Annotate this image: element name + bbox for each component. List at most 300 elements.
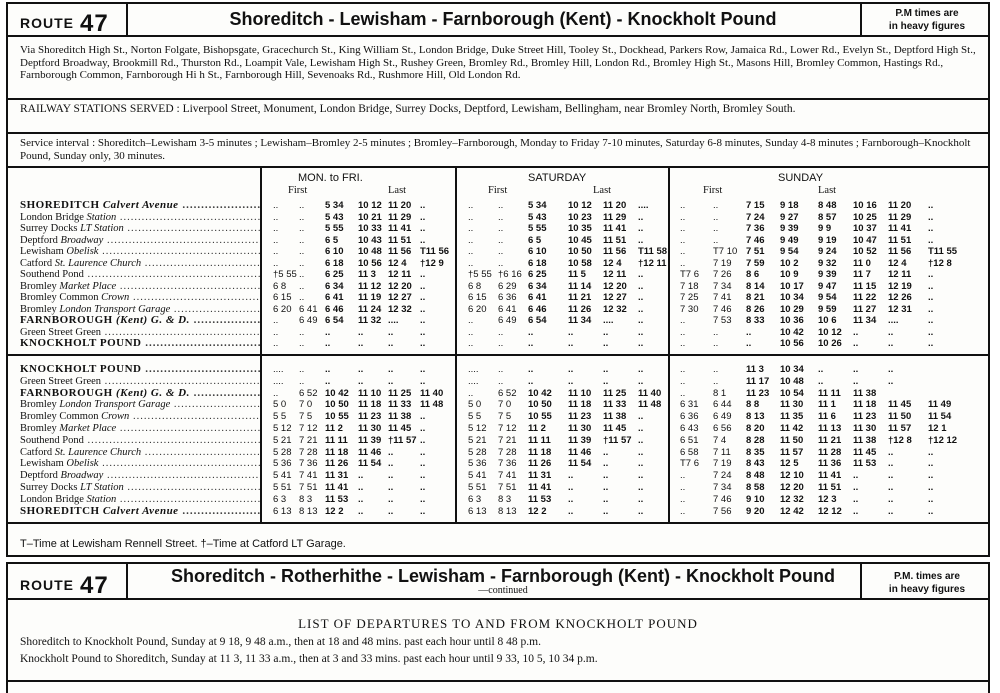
time-cell: 9 39: [818, 269, 837, 280]
time-cell: 11 33: [603, 399, 627, 411]
time-cell: 6 15: [468, 292, 487, 303]
time-cell: 7 19: [713, 458, 732, 470]
time-cell: 6 49: [498, 315, 517, 326]
time-cell: ..: [680, 315, 686, 326]
time-cell: 11 0: [853, 257, 871, 269]
time-cell: 7 15: [746, 200, 765, 211]
time-cell: 11 25: [388, 387, 412, 399]
time-cell: 12 31: [888, 303, 912, 315]
time-cell: ..: [638, 434, 644, 446]
time-cell: ..: [273, 246, 279, 257]
time-cell: 6 36: [498, 292, 517, 303]
time-cell: ..: [568, 326, 574, 338]
time-cell: 7 30: [680, 303, 699, 315]
time-cell: 8 57: [818, 211, 837, 223]
time-cell: ..: [468, 257, 474, 269]
time-cell: ..: [603, 375, 609, 387]
time-cell: ..: [928, 234, 934, 246]
time-cell: 5 12: [468, 423, 487, 434]
time-cell: 7 41: [713, 292, 732, 303]
time-cell: ..: [638, 269, 644, 280]
time-cell: ..: [358, 493, 364, 505]
time-cell: 12 42: [780, 505, 804, 517]
time-cell: ..: [638, 211, 644, 223]
time-cell: †11 57: [603, 434, 632, 446]
time-cell: ..: [680, 505, 686, 517]
footnote: T–Time at Lewisham Rennell Street. †–Time at Catford LT Garage.: [20, 538, 346, 550]
time-cell: 11 45: [388, 423, 412, 434]
time-cell: 8 3: [299, 493, 313, 505]
stop-name: Southend Pond .....: [20, 435, 260, 446]
stop-name: Deptford Broadway .....: [20, 235, 260, 246]
time-cell: ....: [273, 364, 284, 375]
time-cell: 11 5: [568, 269, 586, 280]
stop-name: FARNBOROUGH (Kent) G. & D. .....: [20, 388, 260, 399]
time-cell: 6 41: [299, 303, 318, 315]
time-cell: 11 3: [358, 269, 376, 280]
time-cell: ..: [928, 223, 934, 234]
time-cell: 8 14: [746, 280, 765, 292]
time-cell: 8 13: [299, 505, 318, 517]
time-cell: ..: [468, 338, 474, 349]
time-cell: ..: [853, 375, 859, 387]
time-cell: 11 38: [853, 387, 877, 399]
time-cell: 5 51: [273, 482, 292, 493]
time-cell: 10 6: [818, 315, 837, 326]
time-cell: 7 51: [746, 246, 765, 257]
time-cell: ..: [928, 269, 934, 280]
stop-name: Southend Pond .....: [20, 269, 260, 280]
time-cell: T7 6: [680, 269, 700, 280]
time-cell: ..: [680, 375, 686, 387]
time-cell: 6 34: [325, 280, 344, 292]
time-cell: 9 18: [780, 200, 799, 211]
time-cell: 11 50: [780, 434, 804, 446]
time-cell: †12 8: [928, 257, 952, 269]
time-cell: 9 47: [818, 280, 837, 292]
time-cell: 11 41: [528, 482, 552, 493]
departures-list-title: LIST OF DEPARTURES TO AND FROM KNOCKHOLT POUND: [298, 616, 698, 631]
time-cell: ....: [468, 375, 479, 387]
time-cell: 7 11: [713, 446, 731, 458]
time-cell: 7 36: [746, 223, 765, 234]
timetable-row: [8, 292, 988, 303]
time-cell: 5 21: [468, 434, 487, 446]
time-cell: ..: [928, 470, 934, 482]
time-cell: 11 41: [888, 223, 912, 234]
time-cell: ..: [325, 338, 331, 349]
time-cell: 10 55: [325, 411, 349, 423]
time-cell: ..: [853, 482, 859, 493]
service-interval: Service interval : Shoreditch–Lewisham 3-5 minutes ; Lewisham–Bromley 2-5 minutes ; Bromley–Farnborough, Monday to Friday 7-10 minutes, Saturday 6-8 minutes, Sunday 4-8 minutes ; Farnborough–Knockholt Pound, Sunday only, 30 minutes.: [20, 137, 971, 162]
time-cell: 6 3: [273, 493, 287, 505]
time-cell: ..: [928, 338, 934, 349]
time-cell: ....: [468, 364, 479, 375]
time-cell: ..: [603, 446, 609, 458]
time-cell: 11 11: [818, 387, 841, 399]
time-cell: 5 36: [273, 458, 292, 470]
time-cell: 9 19: [818, 234, 837, 246]
time-cell: 5 51: [468, 482, 487, 493]
divider: [8, 522, 988, 524]
time-cell: ..: [680, 257, 686, 269]
time-cell: 7 21: [498, 434, 517, 446]
time-cell: 6 13: [273, 505, 292, 517]
time-cell: 7 34: [713, 482, 732, 493]
time-cell: ..: [603, 338, 609, 349]
time-cell: ..: [498, 364, 504, 375]
time-cell: ..: [638, 326, 644, 338]
time-cell: ..: [680, 326, 686, 338]
timetable-row: [8, 388, 988, 399]
time-cell: 8 6: [746, 269, 760, 280]
time-cell: 6 5: [528, 234, 542, 246]
time-cell: ..: [388, 458, 394, 470]
time-cell: ..: [638, 505, 644, 517]
time-cell: ..: [299, 292, 305, 303]
time-cell: 5 55: [528, 223, 547, 234]
stop-name: Catford St. Laurence Church .....: [20, 447, 260, 458]
time-cell: ..: [680, 223, 686, 234]
time-cell: ..: [420, 292, 426, 303]
time-cell: ..: [888, 482, 894, 493]
time-cell: 11 54: [928, 411, 952, 423]
continued-header: [8, 564, 988, 600]
time-cell: 10 47: [853, 234, 877, 246]
time-cell: 5 12: [273, 423, 292, 434]
timetable-row: [8, 399, 988, 410]
time-cell: 11 30: [568, 423, 592, 434]
time-cell: 10 35: [568, 223, 592, 234]
time-cell: ..: [325, 375, 331, 387]
time-cell: ..: [420, 364, 426, 375]
time-cell: ..: [420, 482, 426, 493]
time-cell: ..: [888, 326, 894, 338]
stop-name: Bromley Common Crown .....: [20, 411, 260, 422]
time-cell: ..: [888, 338, 894, 349]
time-cell: ..: [420, 493, 426, 505]
time-cell: 12 27: [388, 292, 412, 303]
pm-note: P.M. times are in heavy figures: [888, 571, 966, 595]
time-cell: T11 56: [420, 246, 450, 257]
time-cell: ..: [888, 375, 894, 387]
time-cell: †5 55: [468, 269, 492, 280]
time-cell: 7 12: [299, 423, 318, 434]
time-cell: 7 36: [299, 458, 318, 470]
timetable-row: [8, 223, 988, 234]
time-cell: ..: [420, 375, 426, 387]
stop-name: Catford St. Laurence Church .....: [20, 258, 260, 269]
time-cell: ..: [638, 470, 644, 482]
time-cell: 10 50: [568, 246, 592, 257]
time-cell: 8 13: [498, 505, 517, 517]
time-cell: 9 32: [818, 257, 837, 269]
time-cell: ..: [928, 292, 934, 303]
time-cell: ..: [928, 458, 934, 470]
time-cell: 10 34: [780, 364, 804, 375]
timetable-row: [8, 281, 988, 292]
time-cell: 11 26: [325, 458, 349, 470]
time-cell: 5 0: [468, 399, 482, 411]
stop-name: KNOCKHOLT POUND .....: [20, 338, 260, 349]
time-cell: ....: [603, 315, 614, 326]
time-cell: ..: [638, 458, 644, 470]
time-cell: 8 3: [498, 493, 512, 505]
time-cell: ..: [680, 493, 686, 505]
time-cell: ..: [468, 200, 474, 211]
time-cell: 11 30: [358, 423, 382, 434]
timetable-row: [8, 315, 988, 326]
time-cell: 11 56: [603, 246, 627, 257]
header-last: Last: [818, 185, 837, 196]
time-cell: 9 27: [780, 211, 799, 223]
stop-name: SHOREDITCH Calvert Avenue .....: [20, 506, 260, 517]
time-cell: ..: [273, 200, 279, 211]
time-cell: ..: [358, 470, 364, 482]
time-cell: 11 2: [325, 423, 343, 434]
time-cell: ..: [420, 269, 426, 280]
time-cell: 11 53: [325, 493, 349, 505]
time-cell: ..: [299, 338, 305, 349]
time-cell: 12 12: [818, 505, 842, 517]
time-cell: 9 49: [780, 234, 799, 246]
stop-name: Lewisham Obelisk .....: [20, 246, 260, 257]
stop-name: Bromley London Transport Garage .....: [20, 399, 260, 410]
time-cell: ..: [388, 493, 394, 505]
time-cell: 10 17: [780, 280, 804, 292]
time-cell: ..: [528, 326, 534, 338]
stop-name: Green Street Green .....: [20, 376, 260, 387]
time-cell: 11 48: [420, 399, 444, 411]
stop-name: Surrey Docks LT Station .....: [20, 223, 260, 234]
time-cell: 6 44: [713, 399, 732, 411]
time-cell: 10 43: [358, 234, 382, 246]
time-cell: ..: [420, 280, 426, 292]
time-cell: †5 55: [273, 269, 297, 280]
time-cell: 11 35: [780, 411, 804, 423]
timetable-row: [8, 269, 988, 280]
time-cell: ..: [638, 292, 644, 303]
time-cell: 11 24: [358, 303, 382, 315]
time-cell: 6 41: [325, 292, 344, 303]
time-cell: 8 13: [746, 411, 765, 423]
time-cell: ..: [713, 200, 719, 211]
time-cell: ..: [420, 434, 426, 446]
time-cell: ..: [928, 493, 934, 505]
time-cell: 11 40: [638, 387, 662, 399]
time-cell: 11 36: [818, 458, 842, 470]
route-number: 47: [80, 10, 109, 37]
time-cell: ..: [468, 387, 474, 399]
time-cell: ..: [568, 493, 574, 505]
time-cell: 11 57: [888, 423, 912, 434]
time-cell: †12 9: [420, 257, 444, 269]
time-cell: ..: [528, 364, 534, 375]
time-cell: ..: [638, 493, 644, 505]
time-cell: ..: [273, 257, 279, 269]
time-cell: 8 48: [746, 470, 765, 482]
time-cell: ..: [928, 482, 934, 493]
route-number: 47: [80, 572, 109, 599]
time-cell: 10 34: [780, 292, 804, 303]
time-cell: 7 0: [299, 399, 313, 411]
time-cell: ..: [853, 338, 859, 349]
time-cell: T11 58: [638, 246, 668, 257]
time-cell: 11 18: [568, 399, 592, 411]
time-cell: 5 34: [325, 200, 344, 211]
header-mon-fri: MON. to FRI.: [298, 172, 363, 184]
time-cell: 10 12: [568, 200, 592, 211]
time-cell: 11 10: [358, 387, 382, 399]
time-cell: ..: [420, 411, 426, 423]
route-title: Shoreditch - Lewisham - Farnborough (Kent) - Knockholt Pound: [229, 9, 777, 29]
via-text: Via Shoreditch High St., Norton Folgate, Bishopsgate, Gracechurch St., King William St., London Bridge, Duke Street Hill, Tooley St., Dockhead, Parkers Row, Jamaica Rd., Lower Rd., Evelyn St., Deptford High St., Deptford Broadway, Brookmill Rd., Thurston Rd., Loampit Vale, Lewisham High St., Rushey Green, Bromley Rd., Bromley Hill, London Rd., Bromley High St., Masons Hill, Bromley Common, Hastings Rd., Farnborough Common, Farnborough Hi h St., Farnborough Hill, Sevenoaks Rd., Rushmore Hill, Old London Rd.: [20, 44, 976, 81]
time-cell: ..: [928, 211, 934, 223]
time-cell: 11 21: [568, 292, 592, 303]
time-cell: ..: [358, 364, 364, 375]
time-cell: 12 4: [888, 257, 907, 269]
time-cell: 10 42: [325, 387, 349, 399]
time-cell: ..: [568, 364, 574, 375]
time-cell: 11 54: [358, 458, 382, 470]
time-cell: 7 46: [746, 234, 765, 246]
time-cell: 6 18: [528, 257, 547, 269]
time-cell: ..: [888, 446, 894, 458]
time-cell: 5 28: [273, 446, 292, 458]
time-cell: 12 20: [388, 280, 412, 292]
time-cell: 6 10: [528, 246, 547, 257]
time-cell: ..: [299, 326, 305, 338]
timetable-row: [8, 470, 988, 481]
time-cell: 11 38: [388, 411, 412, 423]
time-cell: 11 20: [603, 200, 627, 211]
time-cell: 11 28: [818, 446, 842, 458]
time-cell: 6 3: [468, 493, 482, 505]
time-cell: ....: [888, 315, 899, 326]
header-last: Last: [388, 185, 407, 196]
time-cell: 12 1: [928, 423, 947, 434]
time-cell: 11 33: [388, 399, 412, 411]
stop-name: Bromley London Transport Garage .....: [20, 304, 260, 315]
time-cell: 11 45: [853, 446, 877, 458]
time-cell: 7 36: [498, 458, 517, 470]
header-divider: [126, 564, 128, 600]
time-cell: 11 12: [358, 280, 382, 292]
time-cell: 7 21: [299, 434, 318, 446]
time-cell: ..: [853, 326, 859, 338]
time-cell: ..: [603, 458, 609, 470]
header-divider: [126, 4, 128, 37]
direction-divider: [8, 354, 988, 356]
time-cell: 10 26: [818, 338, 842, 349]
time-cell: 11 27: [853, 303, 877, 315]
time-cell: 11 57: [780, 446, 804, 458]
time-cell: 7 41: [299, 470, 318, 482]
railway-stations: RAILWAY STATIONS SERVED : Liverpool Street, Monument, London Bridge, Surrey Docks, Deptford, Lewisham, Bellingham, near Bromley North, Bromley South.: [20, 103, 796, 115]
time-cell: 5 5: [273, 411, 287, 423]
time-cell: 12 5: [780, 458, 799, 470]
time-cell: 10 23: [568, 211, 592, 223]
time-cell: ..: [498, 338, 504, 349]
time-cell: ..: [498, 246, 504, 257]
time-cell: ..: [928, 280, 934, 292]
time-cell: 6 20: [468, 303, 487, 315]
time-cell: 11 40: [420, 387, 444, 399]
route-label: ROUTE 47: [20, 10, 109, 37]
timetable-row: [8, 458, 988, 469]
time-cell: ..: [498, 234, 504, 246]
time-cell: T7 6: [680, 458, 700, 470]
time-cell: 11 49: [928, 399, 952, 411]
timetable-row: [8, 327, 988, 338]
time-cell: 10 12: [818, 326, 842, 338]
time-cell: 6 49: [299, 315, 318, 326]
time-cell: 11 53: [528, 493, 552, 505]
time-cell: 11 21: [818, 434, 842, 446]
time-cell: ....: [638, 200, 649, 211]
time-cell: ..: [638, 482, 644, 493]
time-cell: 11 26: [528, 458, 552, 470]
continued-subtitle: —continued: [478, 585, 528, 596]
time-cell: ..: [638, 280, 644, 292]
header-first: First: [288, 185, 308, 196]
time-cell: 11 48: [638, 399, 662, 411]
time-cell: 9 39: [780, 223, 799, 234]
time-cell: ..: [420, 458, 426, 470]
time-cell: 7 34: [713, 280, 732, 292]
time-cell: 7 28: [299, 446, 318, 458]
time-cell: 10 48: [358, 246, 382, 257]
time-cell: 11 20: [888, 200, 912, 211]
time-cell: ..: [928, 315, 934, 326]
time-cell: 10 33: [358, 223, 382, 234]
time-cell: 11 31: [325, 470, 349, 482]
stop-name: London Bridge Station .....: [20, 494, 260, 505]
time-cell: 7 4: [713, 434, 727, 446]
time-cell: ..: [273, 338, 279, 349]
header-saturday: SATURDAY: [528, 172, 587, 184]
time-cell: 6 13: [468, 505, 487, 517]
time-cell: 8 20: [746, 423, 765, 434]
timetable-row: [8, 246, 988, 257]
time-cell: 11 29: [888, 211, 912, 223]
time-cell: 10 55: [528, 411, 552, 423]
time-cell: ..: [420, 234, 426, 246]
time-cell: ..: [468, 246, 474, 257]
time-cell: 10 37: [853, 223, 877, 234]
time-cell: ..: [420, 338, 426, 349]
time-cell: †6 16: [498, 269, 522, 280]
time-cell: 9 24: [818, 246, 837, 257]
header-sunday: SUNDAY: [778, 172, 824, 184]
stop-name: London Bridge Station .....: [20, 212, 260, 223]
time-cell: ..: [638, 411, 644, 423]
time-cell: 5 36: [468, 458, 487, 470]
time-cell: 6 41: [498, 303, 517, 315]
time-cell: ..: [853, 470, 859, 482]
time-cell: 12 27: [603, 292, 627, 303]
time-cell: 10 45: [568, 234, 592, 246]
time-cell: ..: [420, 303, 426, 315]
time-cell: 5 55: [325, 223, 344, 234]
time-cell: 11 15: [853, 280, 877, 292]
stop-name: Green Street Green .....: [20, 327, 260, 338]
time-cell: 7 53: [713, 315, 732, 326]
time-cell: ..: [299, 211, 305, 223]
time-cell: 10 54: [780, 387, 804, 399]
time-cell: ..: [853, 493, 859, 505]
time-cell: 7 24: [746, 211, 765, 223]
